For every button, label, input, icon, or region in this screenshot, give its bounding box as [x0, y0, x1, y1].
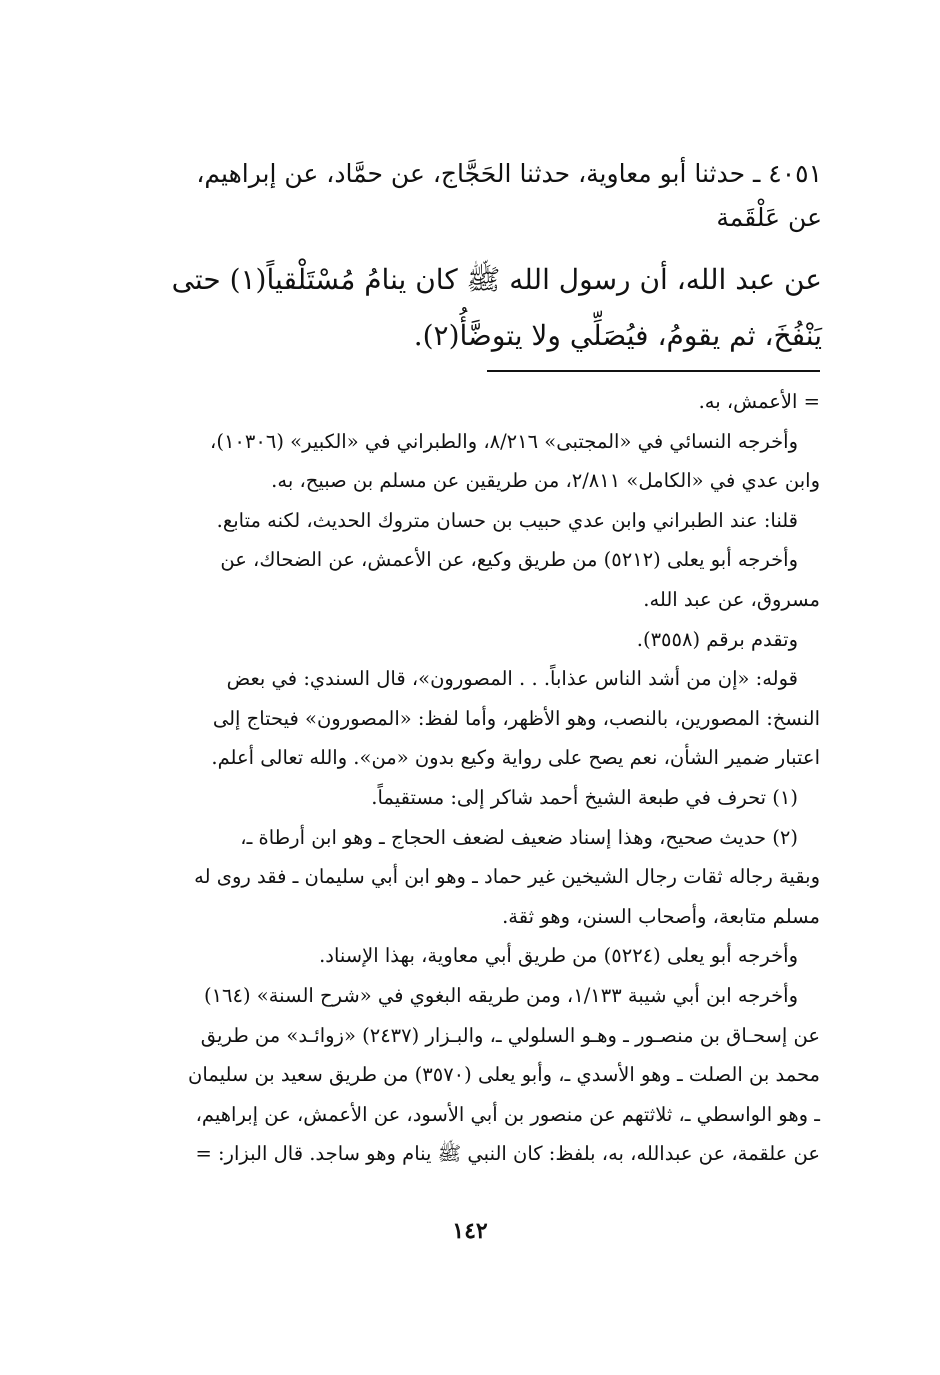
hadith-matn [110, 252, 822, 364]
footnote-line: = الأعمش، به. [698, 390, 820, 413]
footnote-line: وأخرجه النسائي في «المجتبى» ٨/٢١٦، والطبراني في «الكبير» (١٠٣٠٦)، [210, 429, 798, 453]
page-number: ١٤٢ [452, 1218, 488, 1244]
hadith-matn-line: يَنْفُخَ، ثم يقومُ، فيُصَلِّي ولا يتوضَّأُ(٢). [413, 319, 822, 352]
footnote-separator [487, 370, 820, 372]
hadith-sanad-line: عن عَلْقَمة [716, 203, 822, 232]
hadith-matn-line: عن عبد الله، أن رسول الله ﷺ كان ينامُ مُسْتَلْقياً(١) حتى [171, 263, 822, 296]
footnote-line: وأخرجه ابن أبي شيبة ١/١٣٣، ومن طريقه البغوي في «شرح السنة» (١٦٤) [203, 983, 798, 1007]
footnote-line: وأخرجه أبو يعلى (٥٢٢٤) من طريق أبي معاوية، بهذا الإسناد. [319, 944, 798, 968]
footnote-line: (٢) حديث صحيح، وهذا إسناد ضعيف لضعف الحجاج ـ وهو ابن أرطاة ـ، [240, 825, 798, 849]
footnote-line: النسخ: المصورين، بالنصب، وهو الأظهر، وأما لفظ: «المصورون» فيحتاج إلى [212, 706, 820, 730]
footnote-line: قلنا: عند الطبراني وابن عدي حبيب بن حسان متروك الحديث، لكنه متابع. [216, 508, 798, 532]
footnote-line: عن إسحـاق بن منصـور ـ وهـو السلولي ـ، والبـزار (٢٤٣٧) «زوائـد» من طريق [200, 1023, 820, 1047]
footnote-line: قوله: «إن من أشد الناس عذاباً. . . المصورون»، قال السندي: في بعض [226, 667, 798, 691]
footnote-line: محمد بن الصلت ـ وهو الأسدي ـ، وأبو يعلى (٣٥٧٠) من طريق سعيد بن سليمان [188, 1063, 820, 1087]
footnote-line: عن علقمة، عن عبدالله، به، بلفظ: كان النبي ﷺ ينام وهو ساجد. قال البزار: = [195, 1142, 820, 1166]
footnote-line: مسروق، عن عبد الله. [643, 587, 820, 611]
footnotes [112, 382, 820, 1174]
footnote-line: اعتبار ضمير الشأن، نعم يصح على رواية وكيع بدون «من». والله تعالى أعلم. [211, 746, 820, 770]
footnote-line: مسلم متابعة، وأصحاب السنن، وهو ثقة. [502, 904, 820, 928]
footnote-line: وأخرجه أبو يعلى (٥٢١٢) من طريق وكيع، عن الأعمش، عن الضحاك، عن [220, 548, 798, 572]
footnote-line: وابن عدي في «الكامل» ٢/٨١١، من طريقين عن مسلم بن صبيح، به. [271, 469, 820, 493]
hadith-sanad [110, 150, 822, 242]
footnote-line: وتقدم برقم (٣٥٥٨). [636, 627, 798, 651]
footnote-line: ـ وهو الواسطي ـ، ثلاثتهم عن منصور بن أبي الأسود، عن الأعمش، عن إبراهيم، [195, 1102, 820, 1126]
footnote-line: وبقية رجاله ثقات رجال الشيخين غير حماد ـ وهو ابن أبي سليمان ـ فقد روى له [194, 865, 820, 889]
footnote-line: (١) تحرف في طبعة الشيخ أحمد شاكر إلى: مستقيماً. [371, 785, 798, 809]
hadith-sanad-line: ٤٠٥١ ـ حدثنا أبو معاوية، حدثنا الحَجَّاج، عن حمَّاد، عن إبراهيم، [196, 159, 822, 188]
